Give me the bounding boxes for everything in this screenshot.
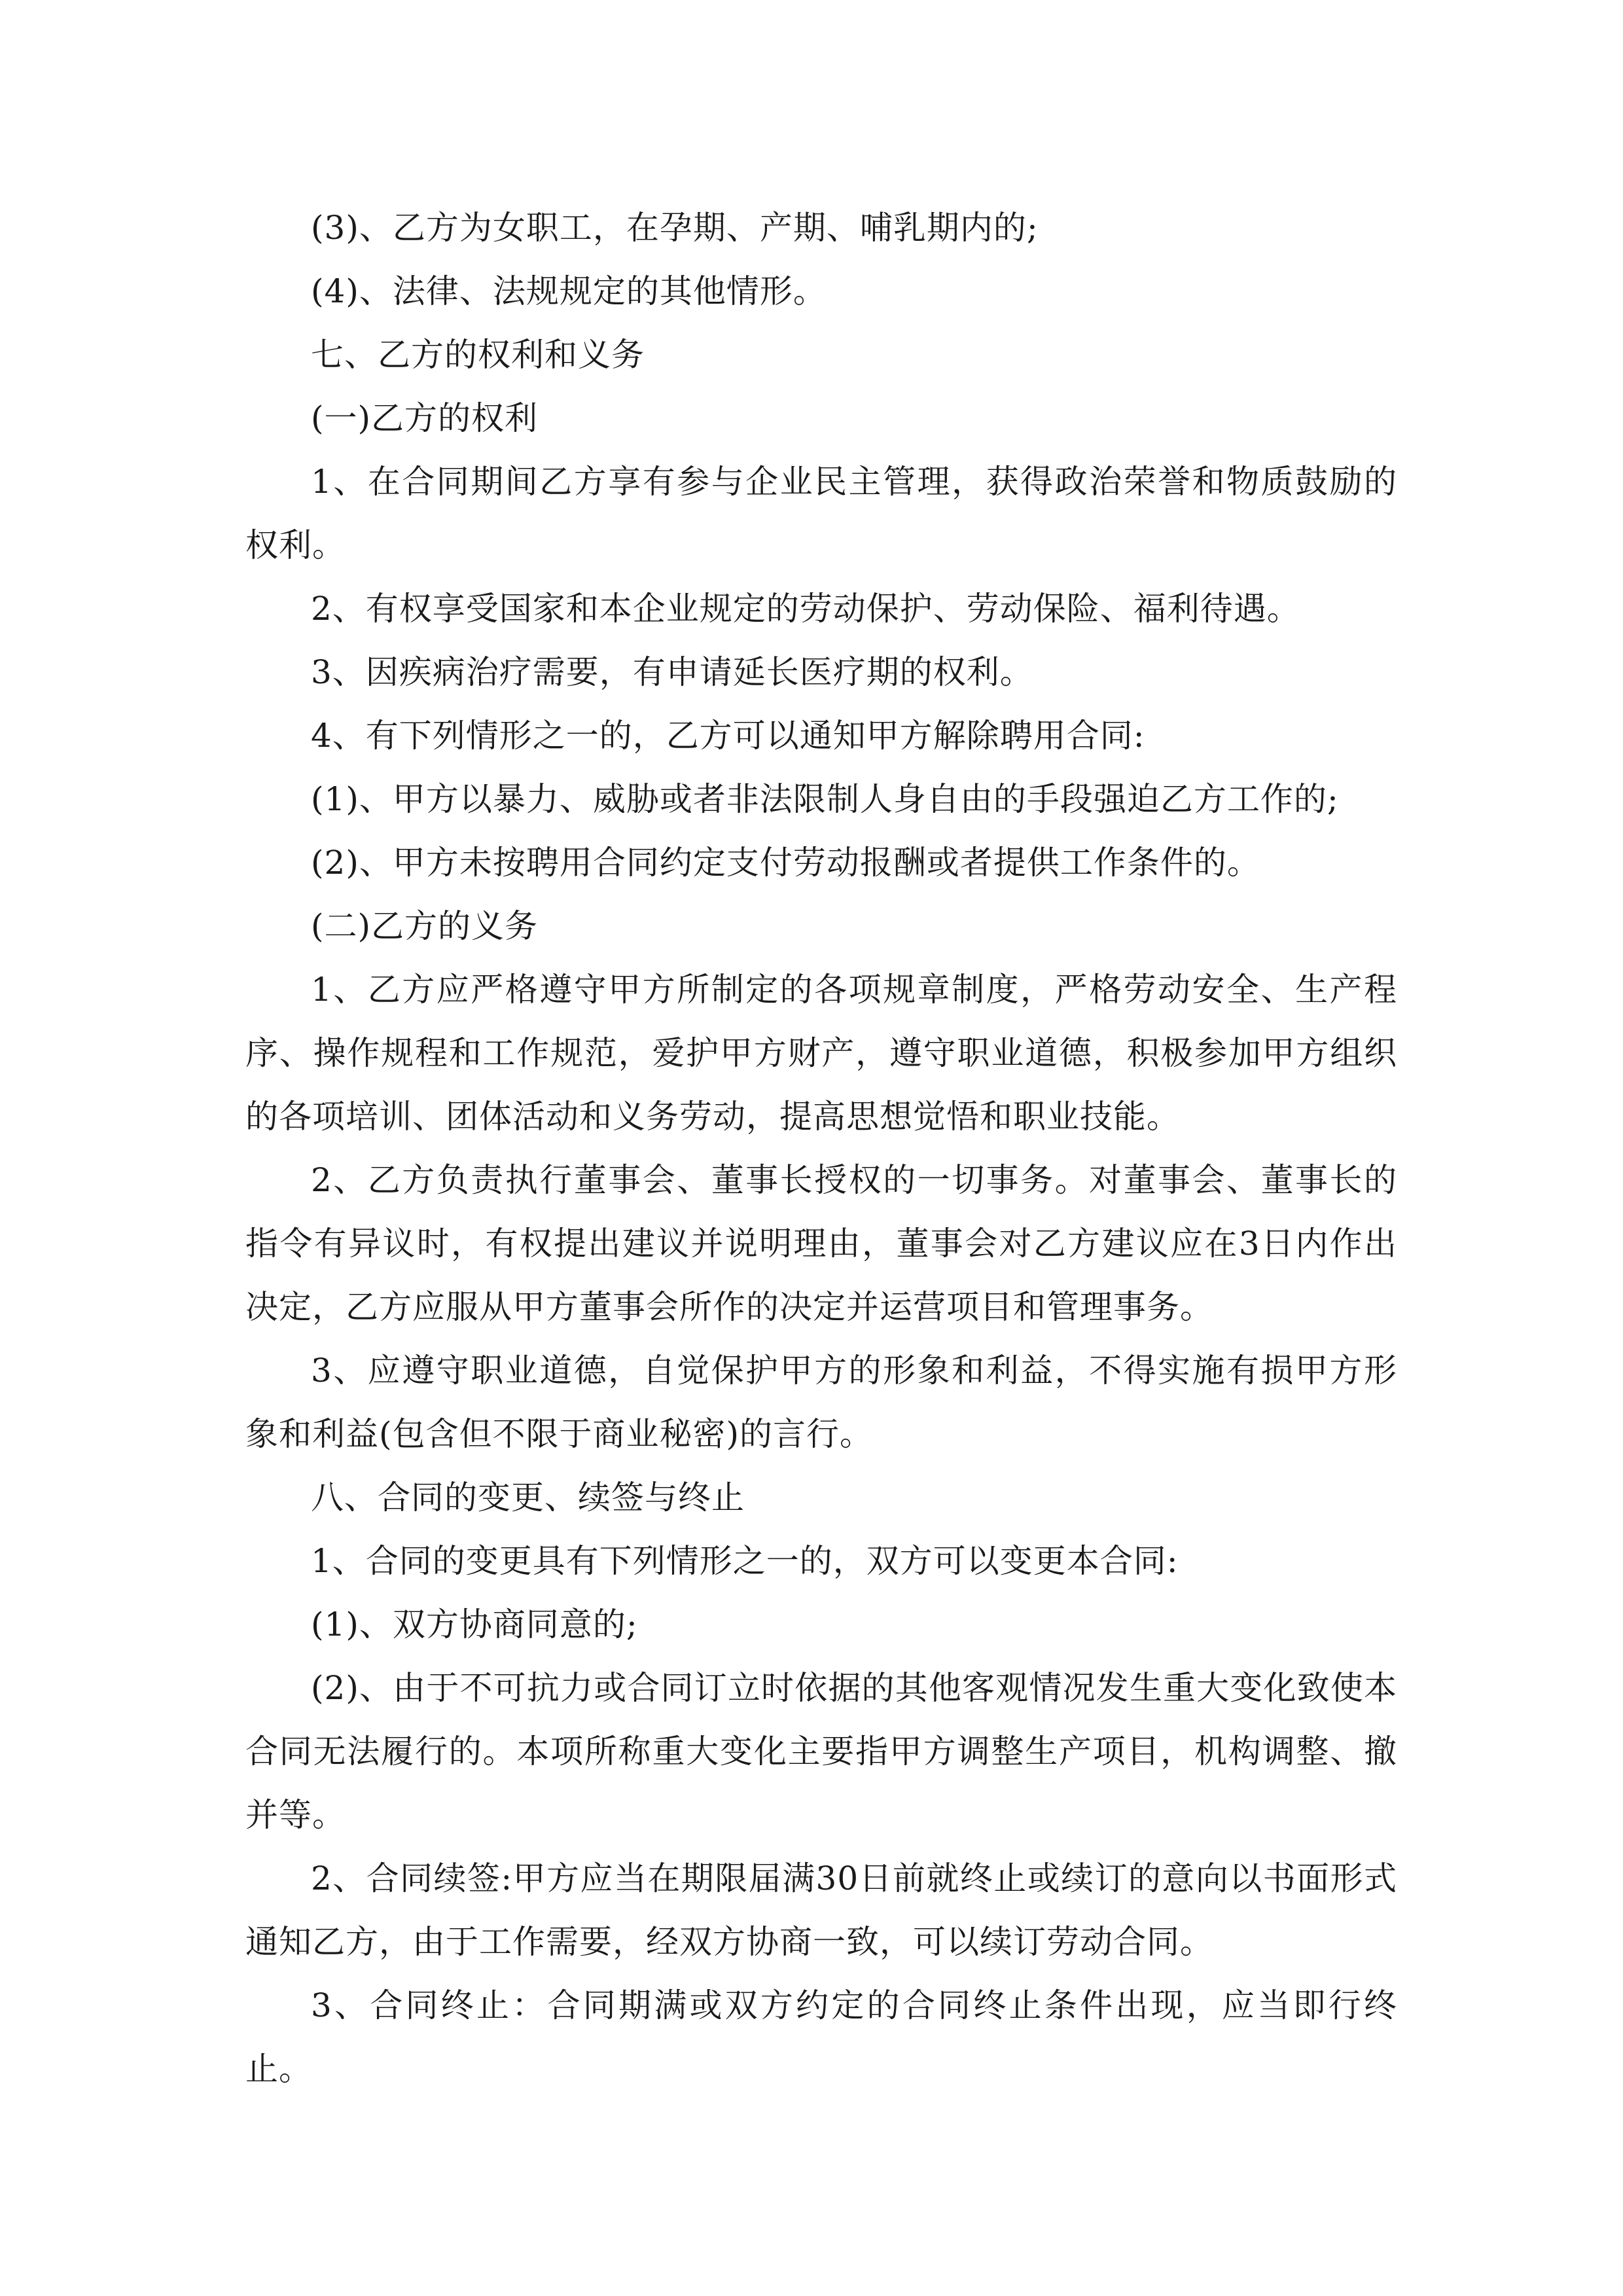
paragraph-change-1-item-2: (2)、由于不可抗力或合同订立时依据的其他客观情况发生重大变化致使本合同无法履行的。本项所称重大变化主要指甲方调整生产项目，机构调整、撤并等。 xyxy=(245,1669,1397,1834)
paragraph-termination-3: 3、合同终止：合同期满或双方约定的合同终止条件出现，应当即行终止。 xyxy=(245,1986,1397,2088)
document-body xyxy=(245,196,1397,2101)
paragraph-obligations-1: 1、乙方应严格遵守甲方所制定的各项规章制度，严格劳动安全、生产程序、操作规程和工作规范，爱护甲方财产，遵守职业道德，积极参加甲方组织的各项培训、团体活动和义务劳动，提高思想觉悟和职业技能。 xyxy=(245,971,1397,1136)
paragraph-renewal-2: 2、合同续签:甲方应当在期限届满30日前就终止或续订的意向以书面形式通知乙方，由于工作需要，经双方协商一致，可以续订劳动合同。 xyxy=(245,1859,1397,1961)
paragraph-obligations-2: 2、乙方负责执行董事会、董事长授权的一切事务。对董事会、董事长的指令有异议时，有权提出建议并说明理由，董事会对乙方建议应在3日内作出决定，乙方应服从甲方董事会所作的决定并运营项目和管理事务。 xyxy=(245,1161,1397,1326)
paragraph-item-3-female-worker: (3)、乙方为女职工，在孕期、产期、哺乳期内的; xyxy=(311,209,1039,247)
paragraph-rights-3: 3、因疾病治疗需要，有申请延长医疗期的权利。 xyxy=(311,653,1033,691)
paragraph-obligations-3: 3、应遵守职业道德，自觉保护甲方的形象和利益，不得实施有损甲方形象和利益(包含但不限于商业秘密)的言行。 xyxy=(245,1352,1397,1453)
paragraph-item-4-other-circumstances: (4)、法律、法规规定的其他情形。 xyxy=(311,272,827,310)
subsection-heading-obligations: (二)乙方的义务 xyxy=(311,907,539,945)
paragraph-rights-4-item-2: (2)、甲方未按聘用合同约定支付劳动报酬或者提供工作条件的。 xyxy=(311,844,1260,882)
paragraph-change-1: 1、合同的变更具有下列情形之一的，双方可以变更本合同: xyxy=(311,1542,1179,1580)
section-heading-7: 七、乙方的权利和义务 xyxy=(311,336,645,374)
paragraph-rights-4-item-1: (1)、甲方以暴力、威胁或者非法限制人身自由的手段强迫乙方工作的; xyxy=(311,780,1339,818)
paragraph-rights-4: 4、有下列情形之一的，乙方可以通知甲方解除聘用合同: xyxy=(311,717,1145,755)
paragraph-rights-1: 1、在合同期间乙方享有参与企业民主管理，获得政治荣誉和物质鼓励的权利。 xyxy=(245,463,1397,564)
paragraph-change-1-item-1: (1)、双方协商同意的; xyxy=(311,1605,638,1643)
section-heading-8: 八、合同的变更、续签与终止 xyxy=(311,1479,745,1516)
subsection-heading-rights: (一)乙方的权利 xyxy=(311,399,539,437)
paragraph-rights-2: 2、有权享受国家和本企业规定的劳动保护、劳动保险、福利待遇。 xyxy=(311,590,1300,628)
